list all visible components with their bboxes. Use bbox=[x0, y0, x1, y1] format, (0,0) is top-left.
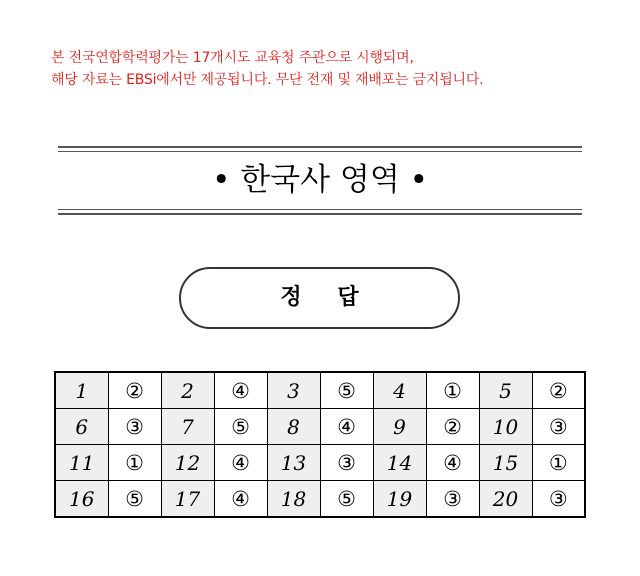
answer-choice: ③ bbox=[532, 481, 585, 518]
question-number: 20 bbox=[479, 481, 532, 518]
answer-choice: ③ bbox=[426, 481, 479, 518]
question-number: 18 bbox=[267, 481, 320, 518]
answer-choice: ② bbox=[426, 409, 479, 445]
question-number: 13 bbox=[267, 445, 320, 481]
title-bottom-rule-inner bbox=[58, 209, 582, 210]
answer-choice: ⑤ bbox=[108, 481, 161, 518]
question-number: 3 bbox=[267, 372, 320, 409]
title-bottom-rule-outer bbox=[58, 213, 582, 215]
table-row bbox=[55, 409, 585, 445]
table-row bbox=[55, 372, 585, 409]
notice-line-1: 본 전국연합학력평가는 17개시도 교육청 주관으로 시행되며, bbox=[51, 50, 414, 66]
question-number: 17 bbox=[161, 481, 214, 518]
title-top-rule-inner bbox=[58, 151, 582, 152]
answer-choice: ① bbox=[426, 372, 479, 409]
answer-choice: ③ bbox=[532, 409, 585, 445]
question-number: 11 bbox=[55, 445, 108, 481]
question-number: 15 bbox=[479, 445, 532, 481]
answer-label-box: 정 답 bbox=[179, 267, 460, 329]
answer-choice: ① bbox=[108, 445, 161, 481]
answer-choice: ⑤ bbox=[320, 372, 373, 409]
question-number: 16 bbox=[55, 481, 108, 518]
answer-choice: ③ bbox=[320, 445, 373, 481]
answer-choice: ④ bbox=[214, 481, 267, 518]
question-number: 9 bbox=[373, 409, 426, 445]
question-number: 10 bbox=[479, 409, 532, 445]
question-number: 7 bbox=[161, 409, 214, 445]
answer-choice: ④ bbox=[214, 445, 267, 481]
question-number: 12 bbox=[161, 445, 214, 481]
answer-choice: ① bbox=[532, 445, 585, 481]
answer-choice: ② bbox=[532, 372, 585, 409]
answer-table bbox=[54, 371, 586, 518]
question-number: 8 bbox=[267, 409, 320, 445]
answer-choice: ④ bbox=[214, 372, 267, 409]
notice-line-2: 해당 자료는 EBSi에서만 제공됩니다. 무단 전재 및 재배포는 금지됩니다. bbox=[51, 72, 484, 88]
table-row bbox=[55, 445, 585, 481]
copyright-notice bbox=[51, 47, 611, 91]
answer-choice: ③ bbox=[108, 409, 161, 445]
title-top-rule-outer bbox=[58, 146, 582, 148]
answer-choice: ② bbox=[108, 372, 161, 409]
question-number: 2 bbox=[161, 372, 214, 409]
answer-choice: ④ bbox=[320, 409, 373, 445]
question-number: 19 bbox=[373, 481, 426, 518]
answer-choice: ⑤ bbox=[214, 409, 267, 445]
answer-choice: ⑤ bbox=[320, 481, 373, 518]
question-number: 5 bbox=[479, 372, 532, 409]
question-number: 14 bbox=[373, 445, 426, 481]
subject-title: • 한국사 영역 • bbox=[212, 162, 428, 198]
question-number: 4 bbox=[373, 372, 426, 409]
question-number: 1 bbox=[55, 372, 108, 409]
answer-choice: ④ bbox=[426, 445, 479, 481]
question-number: 6 bbox=[55, 409, 108, 445]
table-row bbox=[55, 481, 585, 518]
